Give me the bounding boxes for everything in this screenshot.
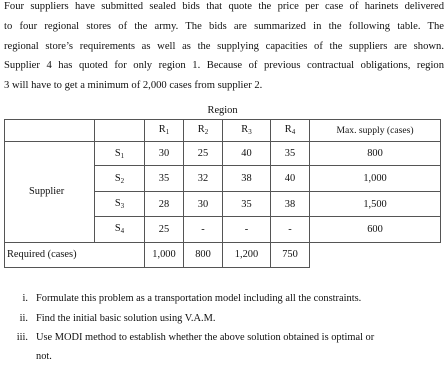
bids-table bbox=[4, 102, 441, 268]
region-column-header: $R_4$ bbox=[271, 119, 310, 141]
supplier-cell: $S_3$ bbox=[95, 191, 145, 216]
cost-cell: 35 bbox=[145, 166, 184, 191]
max-supply-cell: 600 bbox=[310, 217, 441, 242]
cost-cell: 40 bbox=[223, 142, 271, 166]
cost-cell: 38 bbox=[271, 191, 310, 216]
question-text: Formulate this problem as a transportation model including all the constraints. bbox=[36, 293, 362, 304]
cost-cell: 25 bbox=[184, 142, 223, 166]
cost-cell: 38 bbox=[223, 166, 271, 191]
bids-table-container bbox=[4, 102, 440, 268]
empty-cell bbox=[5, 119, 95, 141]
empty-cell bbox=[310, 242, 441, 267]
region-column-header: $R_1$ bbox=[145, 119, 184, 141]
supplier-cell: $S_2$ bbox=[95, 166, 145, 191]
statement-line: to four regional stores of the army. The bids are summarized in the following table. The bbox=[4, 20, 444, 32]
question-text: Use MODI method to establish whether the above solution obtained is optimal or bbox=[36, 332, 375, 343]
required-cell: 1,200 bbox=[223, 242, 271, 267]
max-supply-cell: 800 bbox=[310, 142, 441, 166]
question-number: ii. bbox=[19, 312, 28, 324]
supplier-cell: $S_1$ bbox=[95, 142, 145, 166]
max-supply-cell: 1,500 bbox=[310, 191, 441, 216]
question-item bbox=[4, 309, 440, 329]
table-row bbox=[5, 142, 441, 166]
max-supply-cell: 1,000 bbox=[310, 166, 441, 191]
required-cell: 800 bbox=[184, 242, 223, 267]
required-label: Required (cases) bbox=[5, 242, 145, 267]
question-item bbox=[4, 289, 440, 309]
question-number: iii. bbox=[16, 332, 28, 343]
cost-cell: 32 bbox=[184, 166, 223, 191]
question-number: i. bbox=[22, 293, 28, 304]
question-text: Find the initial basic solution using V.A.M. bbox=[36, 312, 216, 324]
statement-line: regional store’s requirements as well as the supplying capacities of the suppliers are shown. bbox=[4, 40, 444, 52]
region-header: Region bbox=[207, 104, 238, 116]
statement-line: Four suppliers have submitted sealed bids that quote the price per case of harinets delivered bbox=[4, 1, 444, 12]
cost-cell: 35 bbox=[223, 191, 271, 216]
cost-cell: 25 bbox=[145, 217, 184, 242]
region-header-row bbox=[5, 102, 441, 119]
required-cell: 1,000 bbox=[145, 242, 184, 267]
max-supply-header: Max. supply (cases) bbox=[310, 119, 441, 141]
column-header-row bbox=[5, 119, 441, 141]
required-cell: 750 bbox=[271, 242, 310, 267]
cost-cell: - bbox=[184, 217, 223, 242]
cost-cell: - bbox=[271, 217, 310, 242]
region-column-header: $R_3$ bbox=[223, 119, 271, 141]
cost-cell: - bbox=[223, 217, 271, 242]
supplier-label: Supplier bbox=[5, 142, 95, 242]
question-list bbox=[4, 289, 440, 366]
supplier-cell: $S_4$ bbox=[95, 217, 145, 242]
region-column-header: $R_2$ bbox=[184, 119, 223, 141]
question-text-continued: not. bbox=[36, 351, 52, 362]
cost-cell: 30 bbox=[145, 142, 184, 166]
problem-statement bbox=[4, 0, 444, 96]
empty-cell bbox=[95, 119, 145, 141]
cost-cell: 30 bbox=[184, 191, 223, 216]
statement-line: Supplier 4 has quoted for only region 1. Because of previous contractual obligations, region bbox=[4, 60, 444, 72]
cost-cell: 28 bbox=[145, 191, 184, 216]
cost-cell: 40 bbox=[271, 166, 310, 191]
required-row bbox=[5, 242, 441, 267]
statement-line: 3 will have to get a minimum of 2,000 cases from supplier 2. bbox=[4, 80, 263, 92]
question-item bbox=[4, 328, 440, 366]
cost-cell: 35 bbox=[271, 142, 310, 166]
